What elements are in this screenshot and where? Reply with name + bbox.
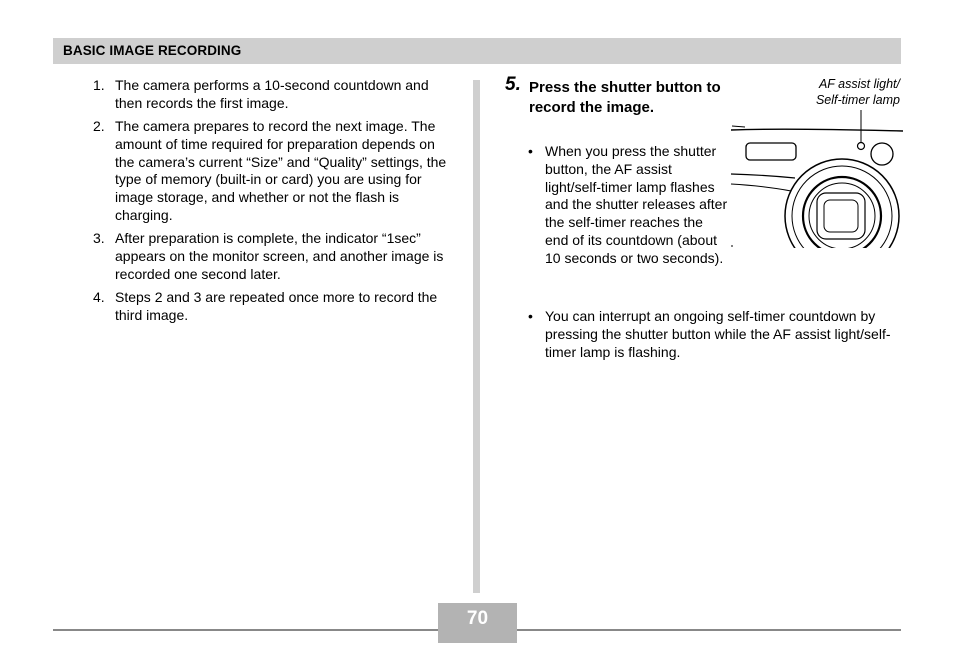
camera-top-edge <box>731 129 903 131</box>
body-line <box>731 184 791 191</box>
list-item <box>93 230 448 283</box>
body-line <box>731 174 795 178</box>
list-item-number: 4. <box>93 289 105 306</box>
camera-front-icon <box>725 108 903 250</box>
column-divider <box>473 80 480 593</box>
bullet-list-item <box>528 308 893 361</box>
section-title: BASIC IMAGE RECORDING <box>63 43 242 58</box>
numbered-list <box>93 77 448 325</box>
bullet-text: When you press the shutter button, the AF assist light/self-timer lamp flashes and the shutter releases after the self-timer reaches the end of its countdown (about 10 seconds or two seconds). <box>545 143 728 266</box>
list-item-number: 1. <box>93 77 105 93</box>
left-column <box>93 77 448 330</box>
figure-callout-label <box>760 77 900 108</box>
list-item-text: After preparation is complete, the indicator “1sec” appears on the monitor screen, and another image is recorded one second later. <box>115 230 444 282</box>
figure-crop <box>725 248 903 250</box>
list-item-text: The camera prepares to record the next image. The amount of time required for preparation depends on the camera’s current “Size” and “Quality” settings, the type of memory (built-in or card) you are using for image storage, and whether or not the flash is charging. <box>115 118 447 224</box>
figure-callout-line1: AF assist light/ <box>818 77 900 91</box>
bullet-dot: • <box>528 143 533 159</box>
bullet-list-item <box>528 143 728 268</box>
camera-strap-mark <box>732 126 745 127</box>
bullet-dot: • <box>528 308 533 324</box>
list-item-number: 2. <box>93 118 105 135</box>
list-item-text: The camera performs a 10-second countdown and then records the first image. <box>115 77 429 111</box>
step-number: 5. <box>505 74 521 95</box>
list-item <box>93 77 448 113</box>
flash-window <box>746 143 796 160</box>
list-item <box>93 289 448 325</box>
page-number-box <box>438 603 517 643</box>
list-item <box>93 118 448 225</box>
step-title: Press the shutter button to record the image. <box>529 79 721 116</box>
list-item-text: Steps 2 and 3 are repeated once more to record the third image. <box>115 289 438 324</box>
af-assist-lamp <box>858 143 865 150</box>
section-header-bar <box>53 38 901 64</box>
figure-callout-line2: Self-timer lamp <box>815 92 900 107</box>
list-item-number: 3. <box>93 230 105 247</box>
bullet-text: You can interrupt an ongoing self-timer countdown by pressing the shutter button while the AF assist light/self-timer lamp is flashing. <box>545 308 891 360</box>
sensor-window <box>871 143 893 165</box>
page-number: 70 <box>466 608 489 629</box>
